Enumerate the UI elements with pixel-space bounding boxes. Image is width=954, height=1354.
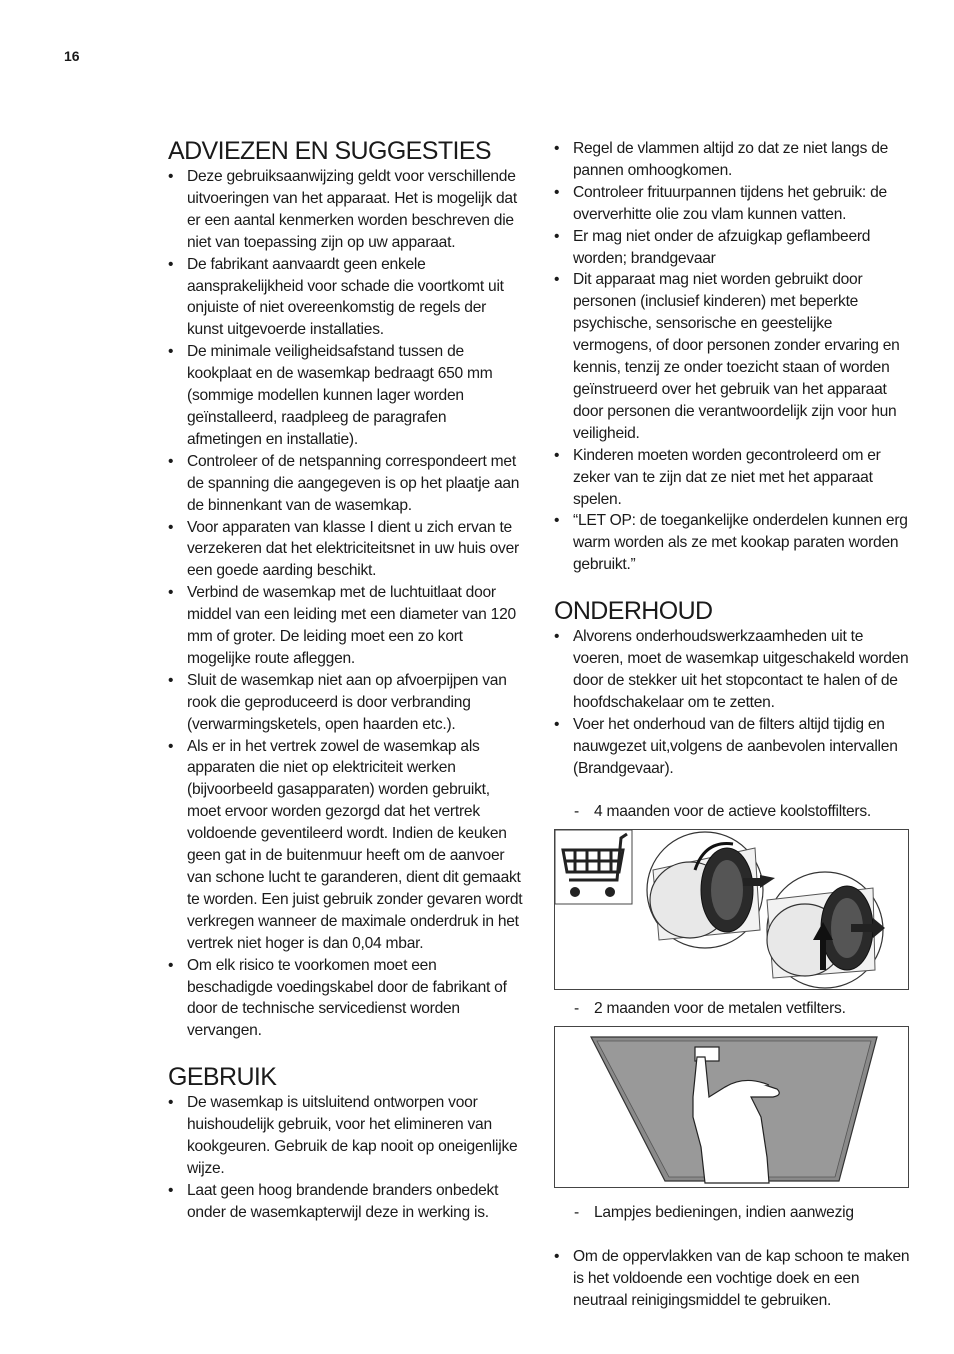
list-item: • Verbind de wasemkap met de luchtuitlaat door middel van een leiding met een diameter van 120 mm of groter. De leiding moet een zo kort mogelijke route afleggen. bbox=[168, 582, 524, 670]
list-item: • Controleer frituurpannen tijdens het gebruik: de oververhitte olie zou vlam kunnen vatten. bbox=[554, 182, 910, 226]
list-item: • De minimale veiligheidsafstand tussen de kookplaat en de wasemkap bedraagt 650 mm (sommige modellen kunnen lager worden geïnstalleerd, raadpleeg de paragrafen afmetingen en installatie). bbox=[168, 341, 524, 451]
carbon-filter-figure bbox=[554, 829, 909, 990]
list-item: • Alvorens onderhoudswerkzaamheden uit te voeren, moet de wasemkap uitgeschakeld worden door de stekker uit het stopcontact te halen of de hoofdschakelaar om te zetten. bbox=[554, 626, 910, 714]
usage-list bbox=[168, 1092, 524, 1223]
list-item: • Laat geen hoog brandende branders onbedekt onder de wasemkapterwijl deze in werking is. bbox=[168, 1180, 524, 1224]
list-item: • Kinderen moeten worden gecontroleerd om er zeker van te zijn dat ze niet met het apparaat spelen. bbox=[554, 445, 910, 511]
maintenance-heading: ONDERHOUD bbox=[554, 597, 713, 626]
cleaning-list bbox=[554, 1246, 910, 1312]
hood-detail-1 bbox=[647, 832, 775, 948]
list-item: • Als er in het vertrek zowel de wasemkap als apparaten die niet op elektriciteit werken (bijvoorbeeld gasapparaten) worden gebruikt, moet ervoor worden gezorgd dat het vertrek voldoende geventileerd wordt. Indien de keuken geen gat in de buitenmuur heeft om de aanvoer van schone lucht te garanderen, dient dit gemaakt te worden. Een juist gebruik zonder gevaren wordt verkregen wanneer de maximale onderdruk in het vertrek niet hoger is dan 0,04 mbar. bbox=[168, 736, 524, 955]
usage-list-continued bbox=[554, 138, 910, 576]
lamps-note: - Lampjes bedieningen, indien aanwezig bbox=[574, 1204, 854, 1222]
grease-filter-illustration bbox=[555, 1027, 908, 1187]
list-item: • Regel de vlammen altijd zo dat ze niet langs de pannen omhoogkomen. bbox=[554, 138, 910, 182]
maintenance-list bbox=[554, 626, 910, 779]
left-column bbox=[168, 136, 524, 1224]
carbon-filter-illustration bbox=[555, 830, 908, 989]
list-item: • Voer het onderhoud van de filters altijd tijdig en nauwgezet uit,volgens de aanbevolen intervallen (Brandgevaar). bbox=[554, 714, 910, 780]
list-item: • Controleer of de netspanning correspondeert met de spanning die aangegeven is op het plaatje aan de binnenkant van de wasemkap. bbox=[168, 451, 524, 517]
list-item: • Er mag niet onder de afzuigkap geflambeerd worden; brandgevaar bbox=[554, 226, 910, 270]
grease-filter-note: - 2 maanden voor de metalen vetfilters. bbox=[574, 1000, 846, 1018]
page-number: 16 bbox=[64, 48, 80, 64]
list-item: • Deze gebruiksaanwijzing geldt voor verschillende uitvoeringen van het apparaat. Het is mogelijk dat er een aantal kenmerken worden beschreven die niet van toepassing zijn op uw apparaat. bbox=[168, 166, 524, 254]
hood-detail-2 bbox=[767, 872, 885, 988]
list-item: • Om elk risico te voorkomen moet een beschadigde voedingskabel door de fabrikant of door de technische servicedienst worden vervangen. bbox=[168, 955, 524, 1043]
right-column bbox=[554, 136, 910, 1312]
list-item: • Om de oppervlakken van de kap schoon te maken is het voldoende een vochtige doek en een neutraal reinigingsmiddel te gebruiken. bbox=[554, 1246, 910, 1312]
list-item: • Sluit de wasemkap niet aan op afvoerpijpen van rook die geproduceerd is door verbranding (verwarmingsketels, open haarden etc.). bbox=[168, 670, 524, 736]
advice-list bbox=[168, 166, 524, 1042]
advice-heading: ADVIEZEN EN SUGGESTIES bbox=[168, 137, 491, 165]
list-item: • “LET OP: de toegankelijke onderdelen kunnen erg warm worden als ze met kookap paraten worden gebruikt.” bbox=[554, 510, 910, 576]
carbon-filter-note: - 4 maanden voor de actieve koolstoffilters. bbox=[574, 803, 871, 821]
list-item: • De wasemkap is uitsluitend ontworpen voor huishoudelijk gebruik, voor het elimineren van kookgeuren. Gebruik de kap nooit op oneigenlijke wijze. bbox=[168, 1092, 524, 1180]
usage-heading: GEBRUIK bbox=[168, 1063, 277, 1092]
list-item: • Voor apparaten van klasse I dient u zich ervan te verzekeren dat het elektriciteitsnet in uw huis over een goede aarding beschikt. bbox=[168, 517, 524, 583]
list-item: • Dit apparaat mag niet worden gebruikt door personen (inclusief kinderen) met beperkte psychische, sensorische en geestelijke vermogens, of door personen zonder ervaring en kennis, tenzij ze onder toezicht staan of worden geïnstrueerd over het gebruik van het apparaat door personen die verantwoordelijk zijn voor hun veiligheid. bbox=[554, 269, 910, 444]
list-item: • De fabrikant aanvaardt geen enkele aansprakelijkheid voor schade die voortkomt uit onjuiste of niet overeenkomstig de regels der kunst uitgevoerde installaties. bbox=[168, 254, 524, 342]
grease-filter-figure bbox=[554, 1026, 909, 1188]
